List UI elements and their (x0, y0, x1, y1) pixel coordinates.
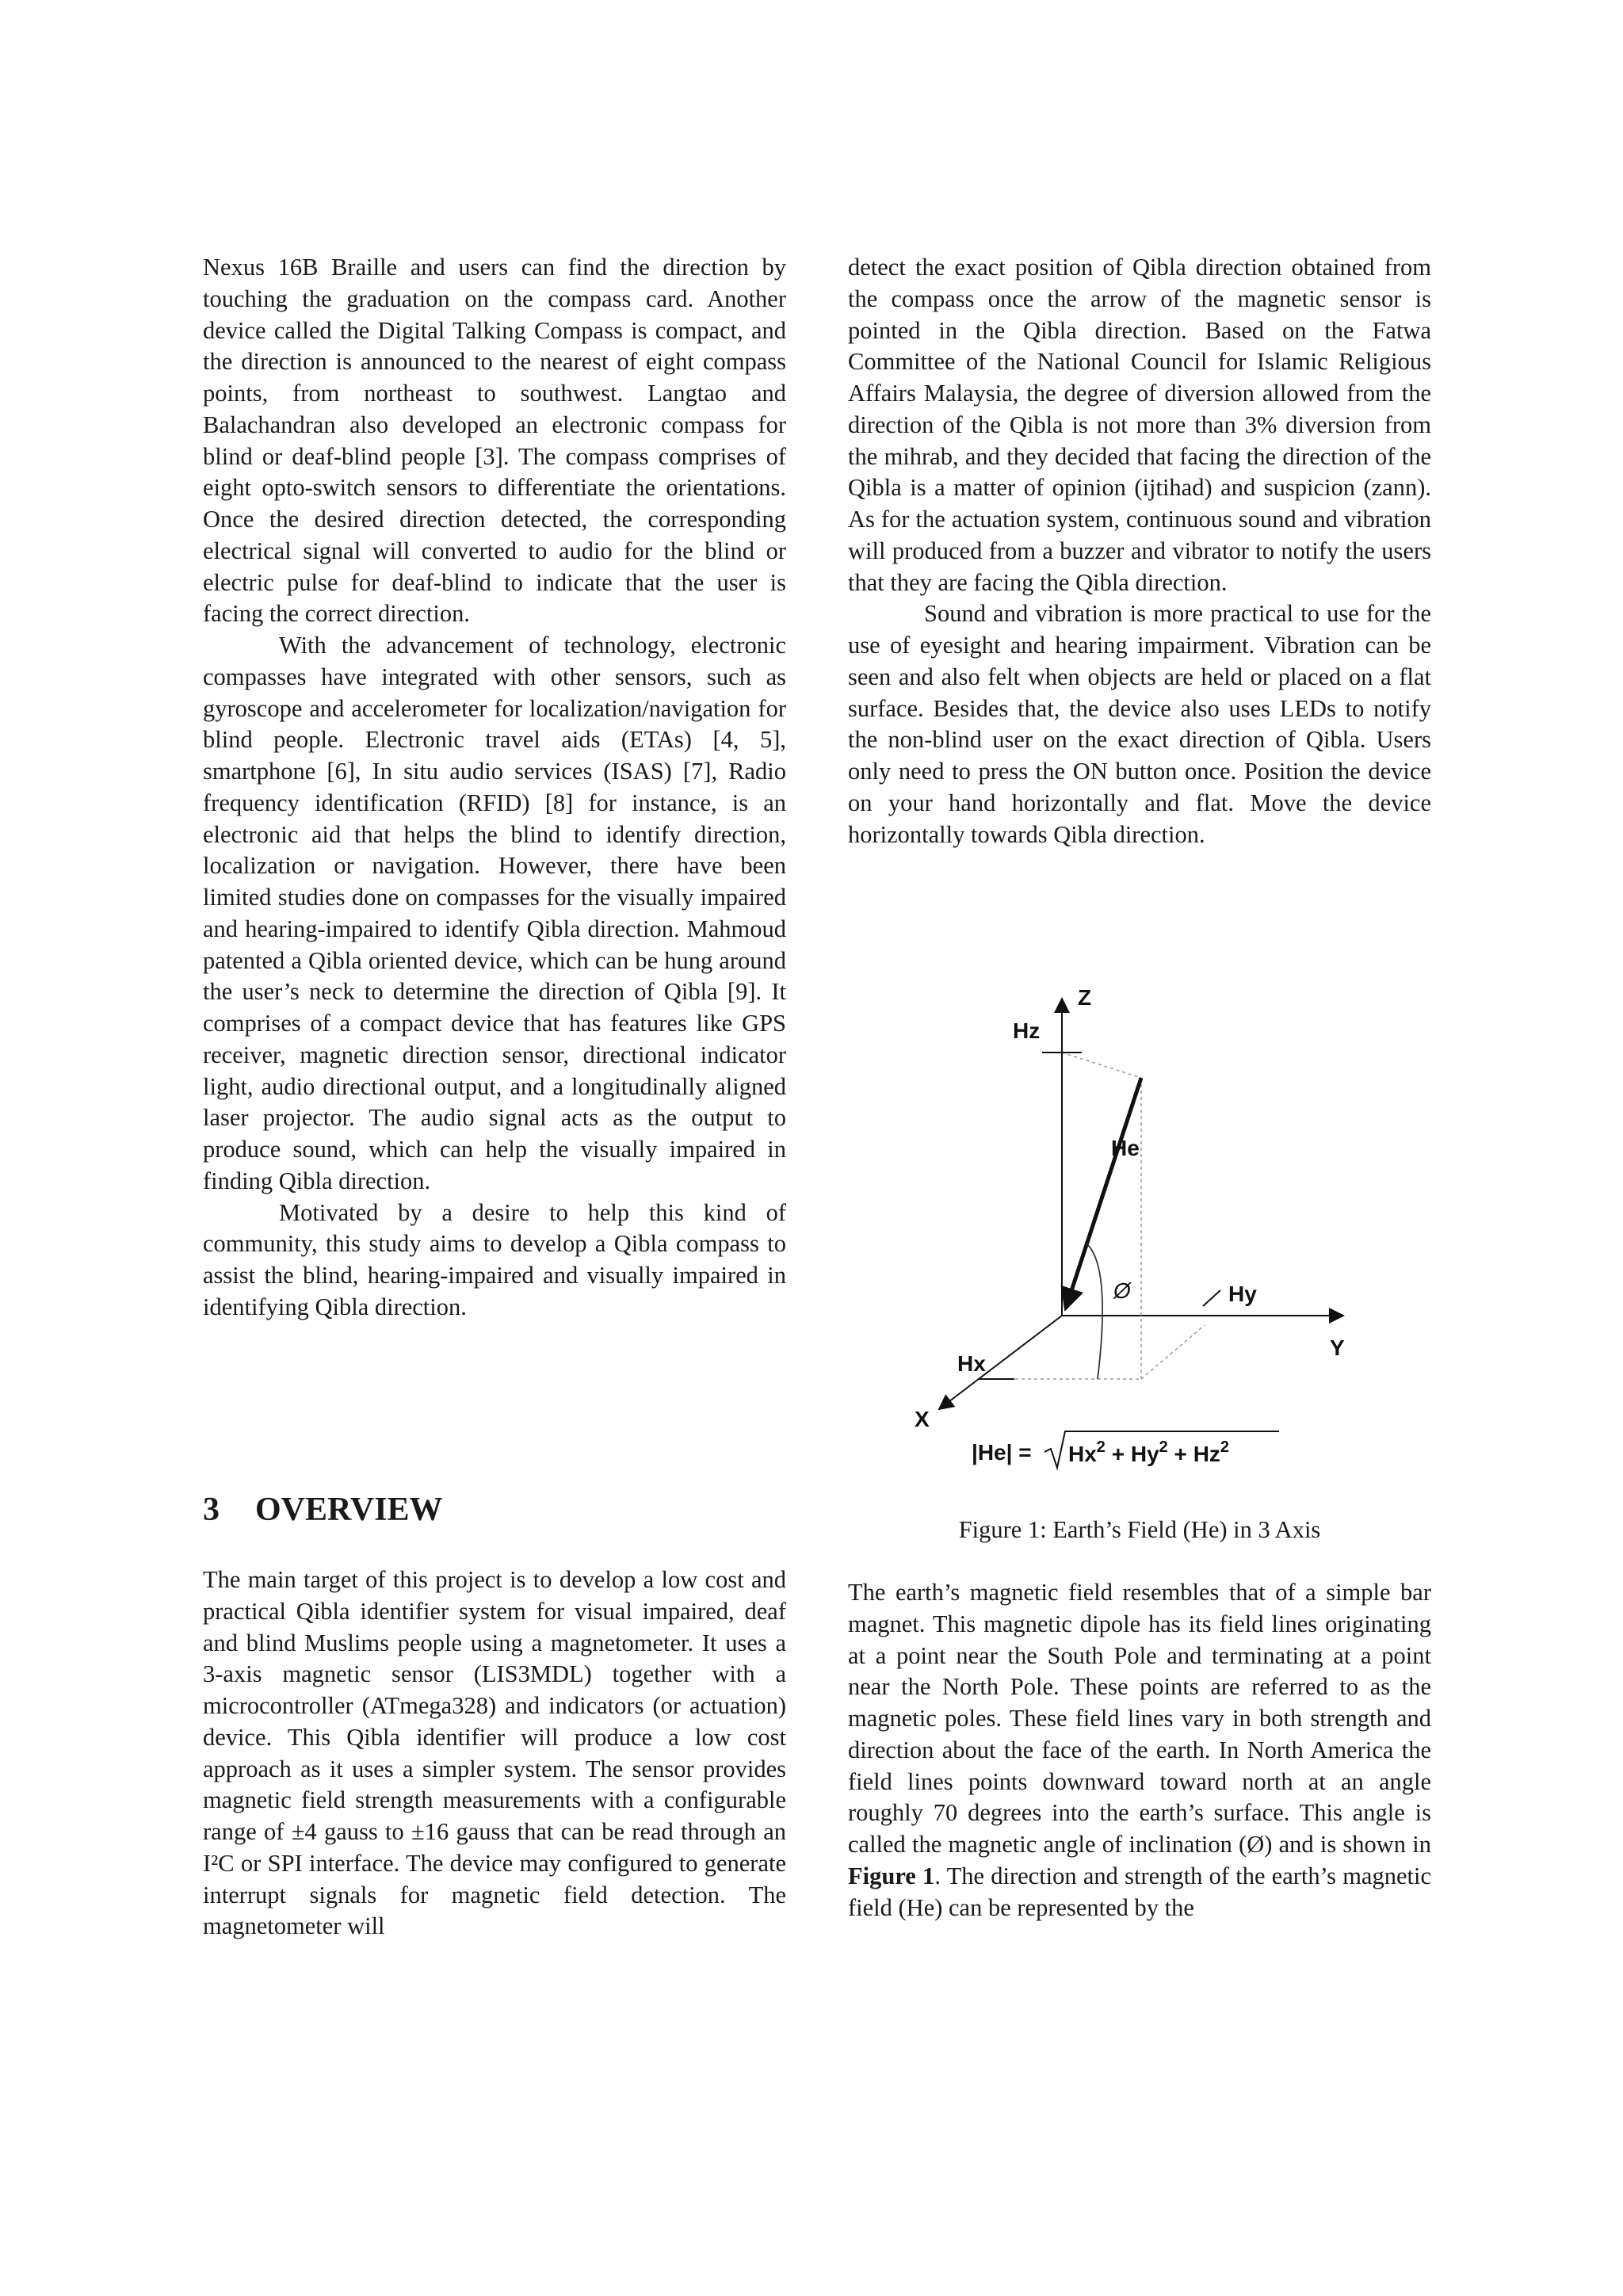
y-axis-label: Y (1330, 1335, 1345, 1360)
field-vector-diagram (903, 983, 1379, 1490)
paragraph-text: . The direction and strength of the earth’s magnetic field (He) can be represented by the (848, 1862, 1431, 1921)
magnitude-formula (972, 1431, 1279, 1468)
hz-projection-line (1062, 1052, 1141, 1078)
section-number: 3 (203, 1492, 220, 1528)
hy-projection-line (1141, 1325, 1205, 1379)
paragraph: Nexus 16B Braille and users can find the direction by touching the graduation on the compass card. Another device called the Digital Talking Compass is compact, and the direction is announced to the nearest of eight compass points, from northeast to southwest. Langtao and Balachandran also developed an electronic compass for blind or deaf-blind people [3]. The compass comprises of eight opto-switch sensors to differentiate the orientations. Once the desired direction detected, the corresponding electrical signal will converted to audio for the blind or electric pulse for deaf-blind to indicate that the user is facing the correct direction. (203, 254, 786, 628)
paragraph: With the advancement of technology, electronic compasses have integrated with other sensors, such as gyroscope and accelerometer for localization/navigation for blind people. Electronic travel aids (ETAs) [4, 5], smartphone [6], In situ audio services (ISAS) [7], Radio frequency identification (RFID) [8] for instance, is an electronic aid that helps the blind to identify direction, localization or navigation. However, there have been limited studies done on compasses for the visually impaired and hearing-impaired to identify Qibla direction. Mahmoud patented a Qibla oriented device, which can be hung around the user’s neck to determine the direction of Qibla [9]. It comprises of a compact device that has features like GPS receiver, magnetic direction sensor, directional indicator light, audio directional output, and a longitudinally aligned laser projector. The audio signal acts as the output to produce sound, which can help the visually impaired in finding Qibla direction. (203, 632, 786, 1194)
hy-label: Hy (1228, 1282, 1257, 1306)
x-axis-label: X (915, 1407, 930, 1431)
paragraph: Sound and vibration is more practical to use for the use of eyesight and hearing impairment. Vibration can be seen and also felt when objects are held or placed on a flat surface. Besides that, the device also uses LEDs to notify the non-blind user on the exact direction of Qibla. Users only need to press the ON button once. Position the device on your hand horizontally and flat. Move the device horizontally towards Qibla direction. (848, 600, 1431, 848)
figure-reference[interactable]: Figure 1 (848, 1862, 935, 1889)
he-vector (1066, 1078, 1141, 1308)
hx-label: Hx (957, 1351, 986, 1376)
z-axis-label: Z (1078, 985, 1092, 1010)
paragraph: Motivated by a desire to help this kind of community, this study aims to develop a Qibla compass to assist the blind, hearing-impaired and visually impaired in identifying Qibla direction. (203, 1198, 786, 1320)
figure-earth-field (903, 983, 1379, 1490)
paragraph: The main target of this project is to develop a low cost and practical Qibla identifier system for visual impaired, deaf and blind Muslims people using a magnetometer. It uses a 3-axis magnetic sensor (LIS3MDL) together with a microcontroller (ATmega328) and indicators (or actuation) device. This Qibla identifier will produce a low cost approach as it uses a simpler system. The sensor provides magnetic field strength measurements with a configurable range of ±4 gauss to ±16 gauss that can be read through an I²C or SPI interface. The device may configured to generate interrupt signals for magnetic field detection. The magnetometer will (203, 1566, 786, 1940)
he-label: He (1111, 1136, 1140, 1160)
section-heading (203, 1490, 443, 1530)
formula-radicand: Hx$^2$ + Hy$^2$ + Hz$^2$ (1068, 1438, 1230, 1466)
section-title: OVERVIEW (255, 1492, 443, 1528)
left-column-lower (203, 1564, 786, 1943)
right-column-lower (848, 1577, 1431, 1924)
hy-tick (1203, 1290, 1220, 1306)
figure-caption: Figure 1: Earth’s Field (He) in 3 Axis (958, 1516, 1321, 1543)
angle-label: Ø (1113, 1278, 1131, 1303)
formula-lhs: |He| = (972, 1440, 1032, 1465)
left-column (203, 252, 786, 1324)
paragraph-text: The earth’s magnetic field resembles that of a simple bar magnet. This magnetic dipole has its field lines originating at a point near the South Pole and terminating at a point near the North Pole. These points are referred to as the magnetic poles. These field lines vary in both strength and direction about the face of the earth. In North America the field lines points downward toward north at an angle roughly 70 degrees into the earth’s surface. This angle is called the magnetic angle of inclination (Ø) and is shown in (848, 1579, 1431, 1858)
hz-label: Hz (1013, 1018, 1041, 1043)
right-column (848, 252, 1431, 850)
paragraph: detect the exact position of Qibla direction obtained from the compass once the arrow of the magnetic sensor is pointed in the Qibla direction. Based on the Fatwa Committee of the National Council for Islamic Religious Affairs Malaysia, the degree of diversion allowed from the direction of the Qibla is not more than 3% diversion from the mihrab, and they decided that facing the direction of the Qibla is a matter of opinion (ijtihad) and suspicion (zann). As for the actuation system, continuous sound and vibration will produced from a buzzer and vibrator to notify the users that they are facing the Qibla direction. (848, 254, 1431, 596)
inclination-angle-arc (1087, 1244, 1102, 1379)
paragraph (848, 1577, 1431, 1924)
